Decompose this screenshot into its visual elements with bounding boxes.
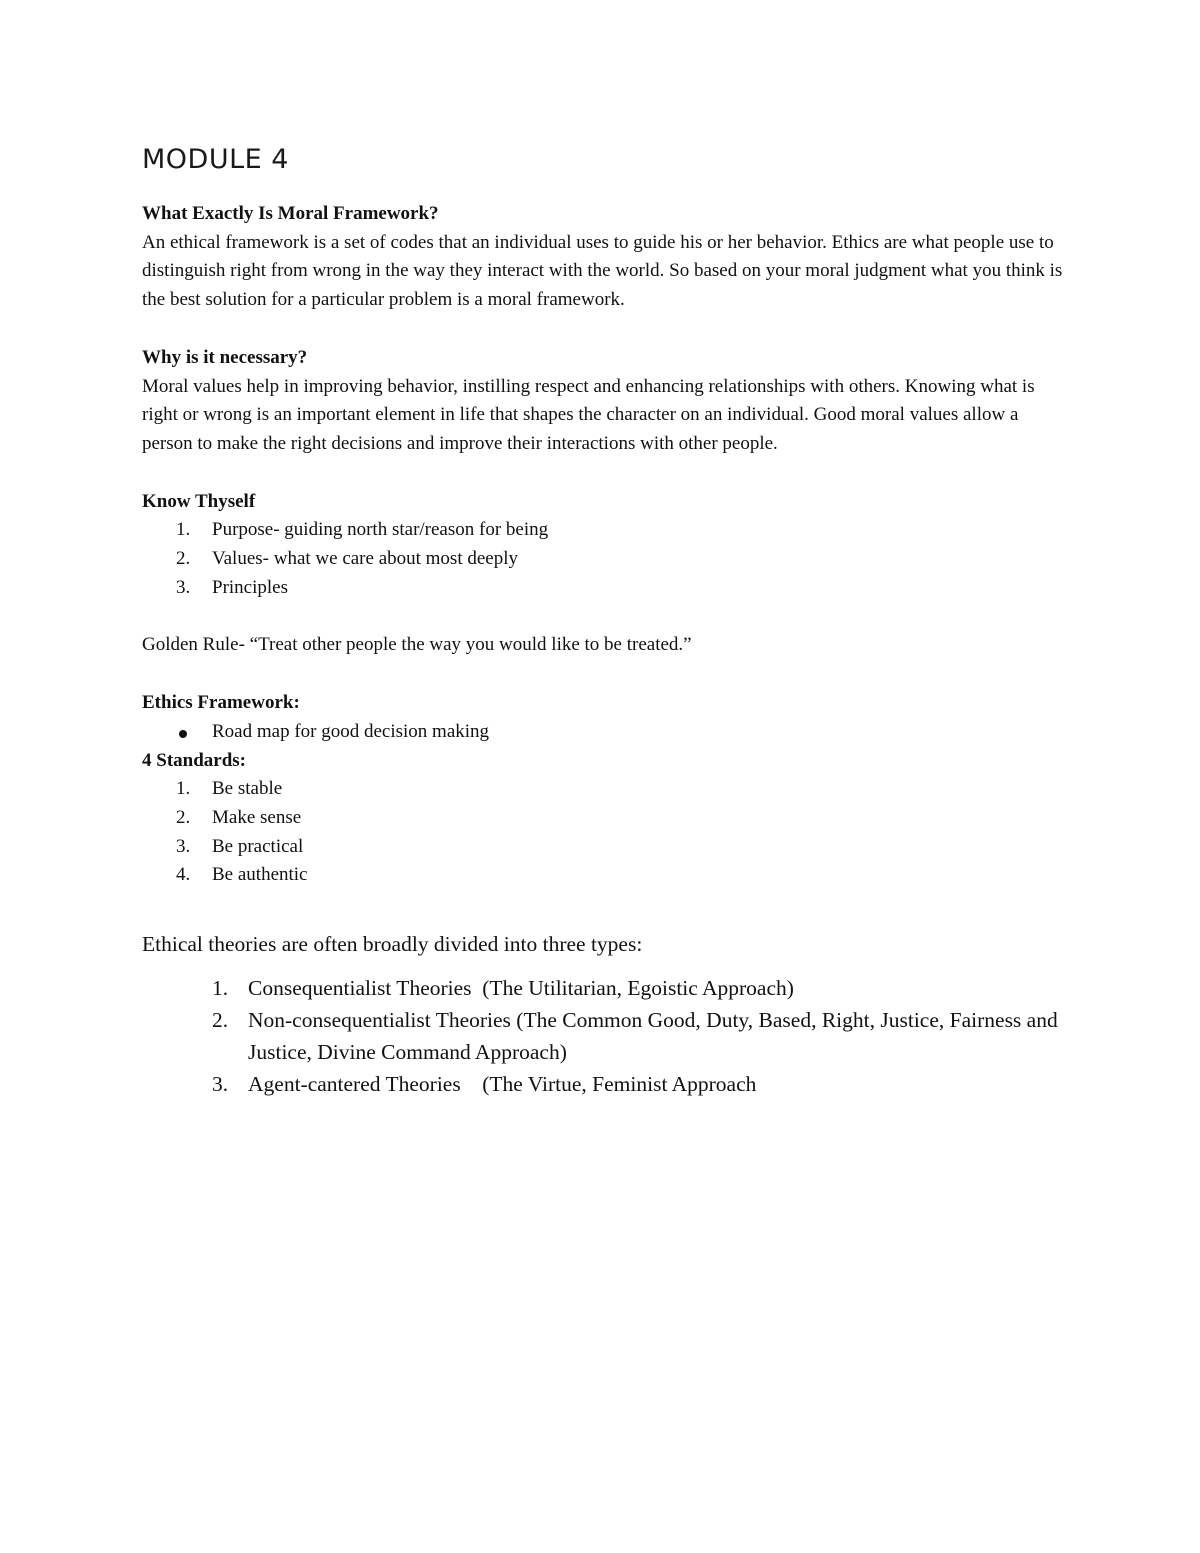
list-number: 3. <box>176 576 191 598</box>
section-moral-framework <box>142 200 1072 315</box>
list-number: 3. <box>212 1072 229 1097</box>
bullet-list <box>142 718 1072 747</box>
section-heading: Know Thyself <box>142 490 256 512</box>
list-item <box>142 1068 1072 1100</box>
list-item-text: Be practical <box>212 835 304 857</box>
list-item-text: Principles <box>212 576 288 598</box>
section-paragraph: Moral values help in improving behavior, instilling respect and enhancing relationships with others. Knowing what is right or wrong is an important element in life that shapes the character on an individual. Good moral values allow a person to make the right decisions and improve their interactions with other people. <box>142 375 1035 454</box>
section-heading: Why is it necessary? <box>142 346 308 368</box>
list-item <box>142 861 1072 890</box>
list-item <box>142 1004 1072 1068</box>
theories-intro: Ethical theories are often broadly divided into three types: <box>142 932 643 957</box>
section-why-necessary <box>142 344 1072 459</box>
list-item <box>142 775 1072 804</box>
section-heading: What Exactly Is Moral Framework? <box>142 203 439 224</box>
list-number: 2. <box>176 806 191 828</box>
list-number: 2. <box>212 1008 229 1033</box>
numbered-list <box>142 775 1072 890</box>
list-item <box>142 804 1072 833</box>
section-heading: 4 Standards: <box>142 749 246 771</box>
list-item-text: Purpose- guiding north star/reason for being <box>212 519 549 541</box>
list-number: 3. <box>176 835 191 857</box>
section-paragraph: An ethical framework is a set of codes that an individual uses to guide his or her behavior. Ethics are what people use to distinguish right from wrong in the way they interact with the world. So based on your moral judgment what you think is the best solution for a particular problem is a moral framework. <box>142 231 1063 311</box>
list-item-text: Non-consequentialist Theories (The Common Good, Duty, Based, Right, Justice, Fairness and Justice, Divine Command Approach) <box>248 1008 1058 1065</box>
list-number: 1. <box>176 519 191 541</box>
section-ethical-theories <box>142 928 1072 1100</box>
section-golden-rule <box>142 631 1072 660</box>
bullet-icon <box>179 730 187 738</box>
list-number: 1. <box>212 976 229 1001</box>
list-number: 1. <box>176 778 191 800</box>
list-item-text: Road map for good decision making <box>212 720 490 742</box>
golden-rule-text: Golden Rule- “Treat other people the way you would like to be treated.” <box>142 634 692 656</box>
list-item <box>142 516 1072 545</box>
section-ethics-framework <box>142 689 1072 890</box>
list-item <box>142 574 1072 603</box>
list-item <box>142 545 1072 574</box>
numbered-list <box>142 516 1072 602</box>
list-number: 2. <box>176 548 191 570</box>
list-item-text: Be stable <box>212 778 283 800</box>
numbered-list <box>142 972 1072 1100</box>
list-item-text: Consequentialist Theories (The Utilitarian, Egoistic Approach) <box>248 976 794 1001</box>
list-item <box>142 718 1072 747</box>
list-item-text: Make sense <box>212 806 302 828</box>
section-know-thyself <box>142 488 1072 603</box>
document-content <box>142 140 1072 1100</box>
section-heading: Ethics Framework: <box>142 692 300 714</box>
list-item-text: Be authentic <box>212 864 308 886</box>
list-item <box>142 833 1072 862</box>
page-title: MODULE 4 <box>142 144 289 175</box>
list-item <box>142 972 1072 1004</box>
list-number: 4. <box>176 864 191 886</box>
list-item-text: Agent-cantered Theories (The Virtue, Feminist Approach <box>248 1072 757 1097</box>
list-item-text: Values- what we care about most deeply <box>212 548 519 570</box>
